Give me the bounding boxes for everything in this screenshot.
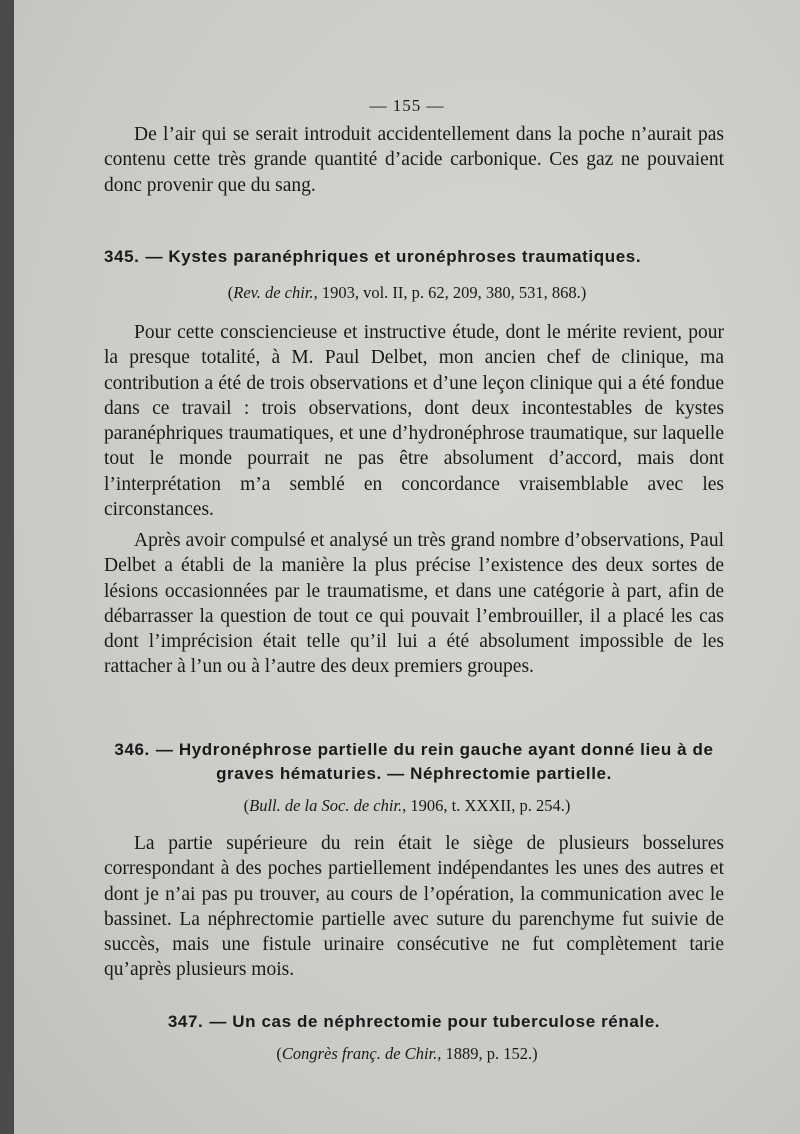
ref-source: Bull. de la Soc. de chir.: [249, 796, 403, 815]
section-347-heading: [104, 1010, 724, 1034]
section-345-reference: (Rev. de chir., 1903, vol. II, p. 62, 209, 380, 531, 868.): [227, 283, 587, 302]
ref-details: , 1906, t. XXXII, p. 254.: [402, 796, 565, 815]
section-345-paragraph-2: Après avoir compulsé et analysé un très grand nombre d’observations, Paul Delbet a établi de la manière la plus précise l’existence des deux sortes de lésions occasionnées par le traumatisme, et dans une catégorie à part, afin de débarrasser la question de tout ce qui pouvait l’embrouiller, il a placé les cas dont l’imprécision était telle qu’il lui a été absolument impossible de les rattacher à l’un ou à l’autre des deux premiers groupes.: [104, 530, 724, 678]
ref-source: Congrès franç. de Chir.: [281, 1044, 438, 1063]
section-346-reference: (Bull. de la Soc. de chir., 1906, t. XXXII, p. 254.): [243, 796, 571, 815]
section-345-paragraph-1: Pour cette consciencieuse et instructive étude, dont le mérite revient, pour la presque totalité, à M. Paul Delbet, mon ancien chef de clinique, ma contribution a été de trois observations et d’une leçon clinique qui a été fondue dans ce travail : trois observations, dont deux incontestables de kystes paranéphriques traumatiques, et une d’hydronéphrose traumatique, sur laquelle tout le monde pourrait ne pas être absolument d’accord, mais dont l’interprétation m’a semblé en concordance vraisemblable avec les circonstances.: [104, 322, 724, 521]
section-347-reference: (Congrès franç. de Chir., 1889, p. 152.): [276, 1044, 538, 1063]
section-346-heading: [104, 738, 724, 786]
section-title: — Un cas de néphrectomie pour tuberculose rénale.: [209, 1012, 661, 1031]
ref-details: , 1889, p. 152.: [437, 1044, 533, 1063]
ref-source: Rev. de chir.: [233, 283, 314, 302]
ref-details: , 1903, vol. II, p. 62, 209, 380, 531, 868.: [313, 283, 581, 302]
intro-paragraph: De l’air qui se serait introduit accidentellement dans la poche n’aurait pas contenu cette très grande quantité d’acide carbonique. Ces gaz ne pouvaient donc provenir que du sang.: [104, 124, 724, 196]
section-number: 345.: [104, 247, 140, 266]
document-page: [14, 0, 800, 1134]
section-number: 346.: [114, 740, 150, 759]
section-346-paragraph-1: La partie supérieure du rein était le siège de plusieurs bosselures correspondant à des poches partiellement indépendantes les unes des autres et dont je n’ai pas pu trouver, au cours de l’opération, la communication avec le bassinet. La néphrectomie partielle avec suture du parenchyme fut suivie de succès, mais une fistule urinaire consécutive ne fut complètement tarie qu’après plusieurs mois.: [104, 833, 724, 981]
section-345-heading: [104, 245, 724, 269]
section-title: — Kystes paranéphriques et uronéphroses traumatiques.: [145, 247, 642, 266]
section-number: 347.: [167, 1012, 204, 1031]
page-number: — 155 —: [369, 96, 445, 115]
section-title: — Hydronéphrose partielle du rein gauche ayant donné lieu à de graves hématuries. — Néphrectomie partielle.: [155, 740, 714, 783]
